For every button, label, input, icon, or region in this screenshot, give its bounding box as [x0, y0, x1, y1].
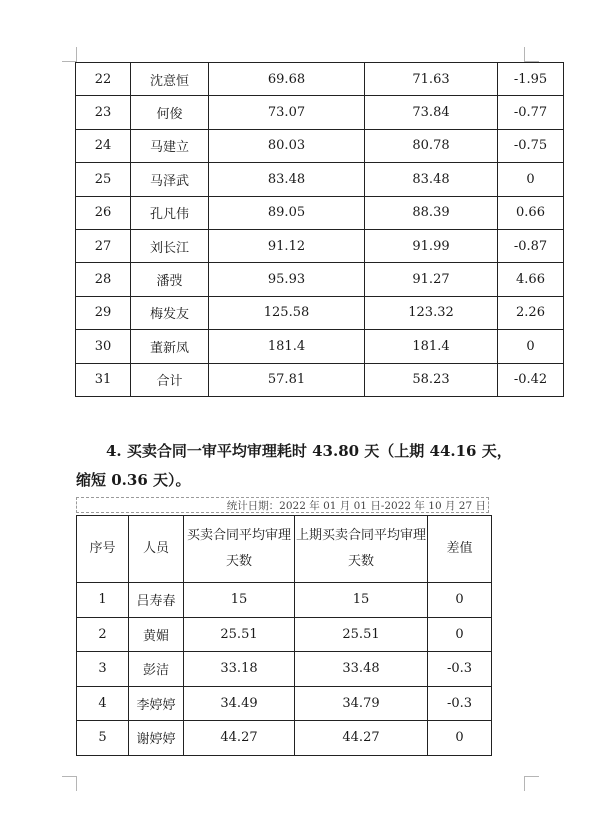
cell-avg-days: 89.05 — [209, 196, 365, 229]
table-row — [77, 721, 492, 756]
cell-no: 29 — [76, 296, 131, 329]
table-row — [77, 652, 492, 687]
cell-no: 26 — [76, 196, 131, 229]
section-heading-line1: 4. 买卖合同一审平均审理耗时 43.80 天（上期 44.16 天， — [106, 442, 512, 460]
table-row — [76, 163, 564, 196]
cell-avg-days: 25.51 — [184, 617, 295, 652]
cell-prev-avg-days: 91.99 — [365, 229, 498, 262]
table-row — [76, 363, 564, 396]
section-heading — [76, 437, 526, 495]
cell-avg-days: 95.93 — [209, 263, 365, 296]
cell-name: 黄媚 — [129, 617, 184, 652]
cell-name: 董新凤 — [131, 330, 209, 363]
header-name: 人员 — [129, 516, 184, 583]
table-row — [76, 229, 564, 262]
trial-duration-table-continued — [75, 62, 564, 397]
cell-diff: -0.42 — [498, 363, 564, 396]
cell-no: 27 — [76, 229, 131, 262]
cell-prev-avg-days: 83.48 — [365, 163, 498, 196]
page-corner-mark-top-left — [62, 47, 77, 62]
cell-prev-avg-days: 181.4 — [365, 330, 498, 363]
cell-name: 孔凡伟 — [131, 196, 209, 229]
cell-name: 马泽武 — [131, 163, 209, 196]
page-corner-mark-bottom-right — [524, 776, 539, 791]
cell-diff: -0.3 — [428, 686, 492, 721]
cell-name: 吕寿春 — [129, 583, 184, 618]
cell-name: 合计 — [131, 363, 209, 396]
cell-avg-days: 91.12 — [209, 229, 365, 262]
cell-no: 4 — [77, 686, 129, 721]
section-heading-line2: 缩短 0.36 天）。 — [76, 471, 191, 489]
table-row — [76, 63, 564, 96]
table2-body — [77, 583, 492, 756]
table-row — [76, 296, 564, 329]
cell-prev-avg-days: 80.78 — [365, 129, 498, 162]
cell-diff: -0.3 — [428, 652, 492, 687]
cell-name: 何俊 — [131, 96, 209, 129]
cell-diff: 0 — [428, 617, 492, 652]
cell-prev-avg-days: 34.79 — [295, 686, 428, 721]
cell-diff: 0 — [428, 721, 492, 756]
cell-avg-days: 83.48 — [209, 163, 365, 196]
cell-avg-days: 80.03 — [209, 129, 365, 162]
cell-avg-days: 33.18 — [184, 652, 295, 687]
cell-name: 梅发友 — [131, 296, 209, 329]
cell-prev-avg-days: 58.23 — [365, 363, 498, 396]
page-corner-mark-bottom-left — [62, 776, 77, 791]
cell-diff: -0.75 — [498, 129, 564, 162]
cell-no: 23 — [76, 96, 131, 129]
header-diff: 差值 — [428, 516, 492, 583]
statistics-date-note: 统计日期：2022 年 01 月 01 日-2022 年 10 月 27 日 — [76, 497, 489, 513]
cell-no: 3 — [77, 652, 129, 687]
table-row — [77, 617, 492, 652]
cell-prev-avg-days: 88.39 — [365, 196, 498, 229]
cell-prev-avg-days: 71.63 — [365, 63, 498, 96]
cell-no: 25 — [76, 163, 131, 196]
table-row — [76, 196, 564, 229]
table-row — [76, 263, 564, 296]
cell-avg-days: 57.81 — [209, 363, 365, 396]
cell-no: 30 — [76, 330, 131, 363]
cell-prev-avg-days: 73.84 — [365, 96, 498, 129]
cell-no: 31 — [76, 363, 131, 396]
table-row — [77, 583, 492, 618]
cell-name: 马建立 — [131, 129, 209, 162]
cell-diff: 4.66 — [498, 263, 564, 296]
cell-avg-days: 15 — [184, 583, 295, 618]
cell-no: 24 — [76, 129, 131, 162]
table-row — [76, 129, 564, 162]
cell-name: 谢婷婷 — [129, 721, 184, 756]
cell-prev-avg-days: 25.51 — [295, 617, 428, 652]
cell-diff: -1.95 — [498, 63, 564, 96]
cell-avg-days: 69.68 — [209, 63, 365, 96]
cell-diff: 0.66 — [498, 196, 564, 229]
cell-prev-avg-days: 33.48 — [295, 652, 428, 687]
cell-diff: 0 — [428, 583, 492, 618]
cell-prev-avg-days: 15 — [295, 583, 428, 618]
cell-diff: 0 — [498, 163, 564, 196]
table1-body — [76, 63, 564, 397]
table-row — [76, 96, 564, 129]
cell-no: 22 — [76, 63, 131, 96]
cell-avg-days: 44.27 — [184, 721, 295, 756]
cell-name: 沈意恒 — [131, 63, 209, 96]
cell-name: 潘弢 — [131, 263, 209, 296]
header-avg-days: 买卖合同平均审理天数 — [184, 516, 295, 583]
table-row — [76, 330, 564, 363]
cell-no: 28 — [76, 263, 131, 296]
cell-prev-avg-days: 91.27 — [365, 263, 498, 296]
cell-no: 5 — [77, 721, 129, 756]
cell-prev-avg-days: 44.27 — [295, 721, 428, 756]
cell-avg-days: 73.07 — [209, 96, 365, 129]
table2-header-row — [77, 516, 492, 583]
header-no: 序号 — [77, 516, 129, 583]
cell-name: 李婷婷 — [129, 686, 184, 721]
cell-avg-days: 181.4 — [209, 330, 365, 363]
cell-diff: 2.26 — [498, 296, 564, 329]
cell-name: 彭洁 — [129, 652, 184, 687]
cell-avg-days: 125.58 — [209, 296, 365, 329]
sales-contract-duration-table — [76, 515, 492, 756]
cell-name: 刘长江 — [131, 229, 209, 262]
table-row — [77, 686, 492, 721]
cell-prev-avg-days: 123.32 — [365, 296, 498, 329]
cell-diff: -0.77 — [498, 96, 564, 129]
cell-avg-days: 34.49 — [184, 686, 295, 721]
cell-no: 2 — [77, 617, 129, 652]
cell-no: 1 — [77, 583, 129, 618]
page-corner-mark-top-right — [524, 47, 539, 62]
cell-diff: -0.87 — [498, 229, 564, 262]
cell-diff: 0 — [498, 330, 564, 363]
header-prev-avg-days: 上期买卖合同平均审理天数 — [295, 516, 428, 583]
